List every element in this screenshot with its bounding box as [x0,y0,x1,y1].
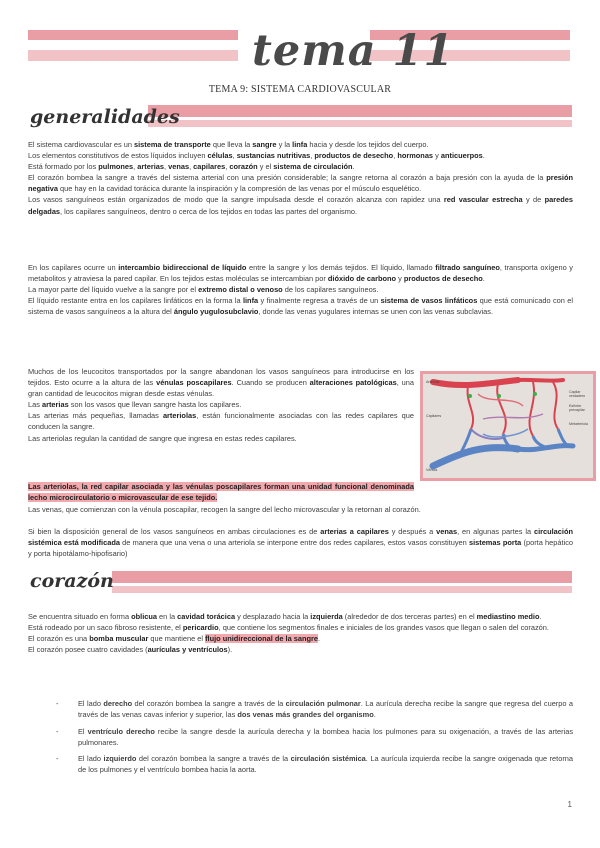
section-band-generalidades-2 [148,120,572,127]
bullet-dash: - [56,699,59,708]
paragraph: Los elementos constitutivos de estos líquidos incluyen células, sustancias nutritivas, productos de desecho, hormonas y anticuerpos. [28,151,485,161]
section-band-generalidades [148,105,572,117]
section-title-generalidades: generalidades [30,106,180,128]
list-item [56,698,574,720]
paragraph: El lado izquierdo del corazón bombea la sangre a través de la circulación sistémica. La aurícula izquierda recibe la sangre oxigenada que retorna de los pulmones y el ventrículo bombea hacia la aorta. [78,754,574,775]
diagram-label-capilar-verdadero: Capilar verdadero [569,390,586,398]
paragraph: Si bien la disposición general de los vasos sanguíneos en ambas circulaciones es de arterias a capilares y después a venas, en algunas partes la circulación sistémica está modificada de manera que una vena o una arteriola se interpone entre dos redes capilares, estos vasos constituyen sistemas porta (porta hepático y porta hipotálamo-hipofisario) [28,527,573,559]
page-number: 1 [567,800,572,809]
highlighted-definition [28,481,414,503]
paragraph: Se encuentra situado en forma oblicua en la cavidad torácica y desplazado hacia la izquierda (alrededor de dos terceras partes) en el mediastino medio. [28,612,542,621]
paragraph: El corazón bombea la sangre a través del sistema arterial con una presión considerable; la sangre retorna al corazón a baja presión con la ayuda de la presión negativa que hay en la cavidad torácica durante la inspiración y la compresión de las venas por el músculo esquelético. [28,173,573,194]
bullet-dash: - [56,727,59,736]
text-block-leukocytes [28,366,414,444]
list-item [56,753,574,775]
page-subtitle: TEMA 9: SISTEMA CARDIOVASCULAR [208,84,392,95]
microcirculation-diagram [420,371,596,481]
paragraph: Las arterias son los vasos que llevan sangre hasta los capilares. [28,400,242,410]
paragraph: El ventrículo derecho recibe la sangre desde la aurícula derecha y la bombea hacia los pulmones para su oxigenación, a través de las arterias pulmonares. [78,727,574,748]
diagram-label-arteriola: Arteriola [426,380,440,384]
paragraph: Está formado por los pulmones, arterias, venas, capilares, corazón y el sistema de circulación. [28,162,355,172]
paragraph: El lado derecho del corazón bombea la sangre a través de la circulación pulmonar. La aurícula derecha recibe la sangre que regresa del cuerpo a través de las venas cavas inferior y superior, las dos venas más grandes del organismo. [78,699,574,720]
text-block-corazon [28,611,573,655]
section-band-corazon-2 [112,586,572,593]
diagram-label-esfinter: Esfínter precapilar [569,404,585,412]
paragraph: Muchos de los leucocitos transportados por la sangre abandonan los vasos sanguíneos para introducirse en los tejidos. Esto ocurre a la altura de las vénulas poscapilares. Cuando se producen alteraciones patológicas, una gran cantidad de leucocitos migran desde estas vénulas. [28,367,414,399]
section-band-corazon [112,571,572,583]
paragraph: Las venas, que comienzan con la vénula poscapilar, recogen la sangre del lecho microvascular y la retornan al corazón. [28,505,421,514]
header-band-top-left [28,30,238,40]
text-block-venas [28,504,573,515]
diagram-label-metarteriola: Metarteriola [569,422,588,426]
paragraph: El líquido restante entra en los capilares linfáticos en la forma la linfa y finalmente regresa a través de un sistema de vasos linfáticos que está comunicado con el sistema de vasos sanguíneos a la altura del ángulo yugulosubclavio, donde las venas yugulares internas se unen con las venas subclavias. [28,296,573,317]
paragraph: En los capilares ocurre un intercambio bidireccional de líquido entre la sangre y los demás tejidos. El líquido, llamado filtrado sanguíneo, transporta oxígeno y metabolitos y atraviesa la pared capilar. En los tejidos estas moléculas se intercambian por dióxido de carbono y productos de desecho. [28,263,573,284]
diagram-label-venula: Vénula [426,468,438,472]
paragraph: Los vasos sanguíneos están organizados de modo que la sangre impulsada desde el corazón alcanza con rapidez una red vascular estrecha y de paredes delgadas, los capilares sanguíneos, dentro o cerca de los tejidos en todas las partes del organismo. [28,195,574,216]
paragraph: La mayor parte del líquido vuelve a la sangre por el extremo distal o venoso de los capilares sanguíneos. [28,285,379,295]
page-title: tema 11 [252,26,455,76]
section-title-corazon: corazón [30,570,114,592]
text-block-capillaries [28,262,573,317]
paragraph: Las arteriolas regulan la cantidad de sangre que ingresa en estas redes capilares. [28,433,297,443]
paragraph: El sistema cardiovascular es un sistema de transporte que lleva la sangre y la linfa hacia y desde los tejidos del cuerpo. [28,140,429,149]
paragraph: Las arterias más pequeñas, llamadas arteriolas, están funcionalmente asociadas con las redes capilares que conducen la sangre. [28,411,414,432]
paragraph: El corazón posee cuatro cavidades (aurículas y ventrículos). [28,645,233,655]
text-block-porta [28,526,573,559]
capillary-bed-illustration [423,374,593,478]
paragraph: Está rodeado por un saco fibroso resistente, el pericardio, que contiene los segmentos finales e iniciales de los grandes vasos que llegan o salen del corazón. [28,623,549,633]
diagram-label-capilares: Capilares [426,414,442,418]
header-band-bottom-left [28,50,238,61]
paragraph: El corazón es una bomba muscular que mantiene el flujo unidireccional de la sangre. [28,634,321,644]
bullet-dash: - [56,754,59,763]
paragraph: Las arteriolas, la red capilar asociada y las vénulas poscapilares forman una unidad funcional denominada lecho microcirculatorio o microvascular de ese tejido. [28,482,414,503]
list-item [56,726,574,748]
text-block-intro [28,139,573,217]
